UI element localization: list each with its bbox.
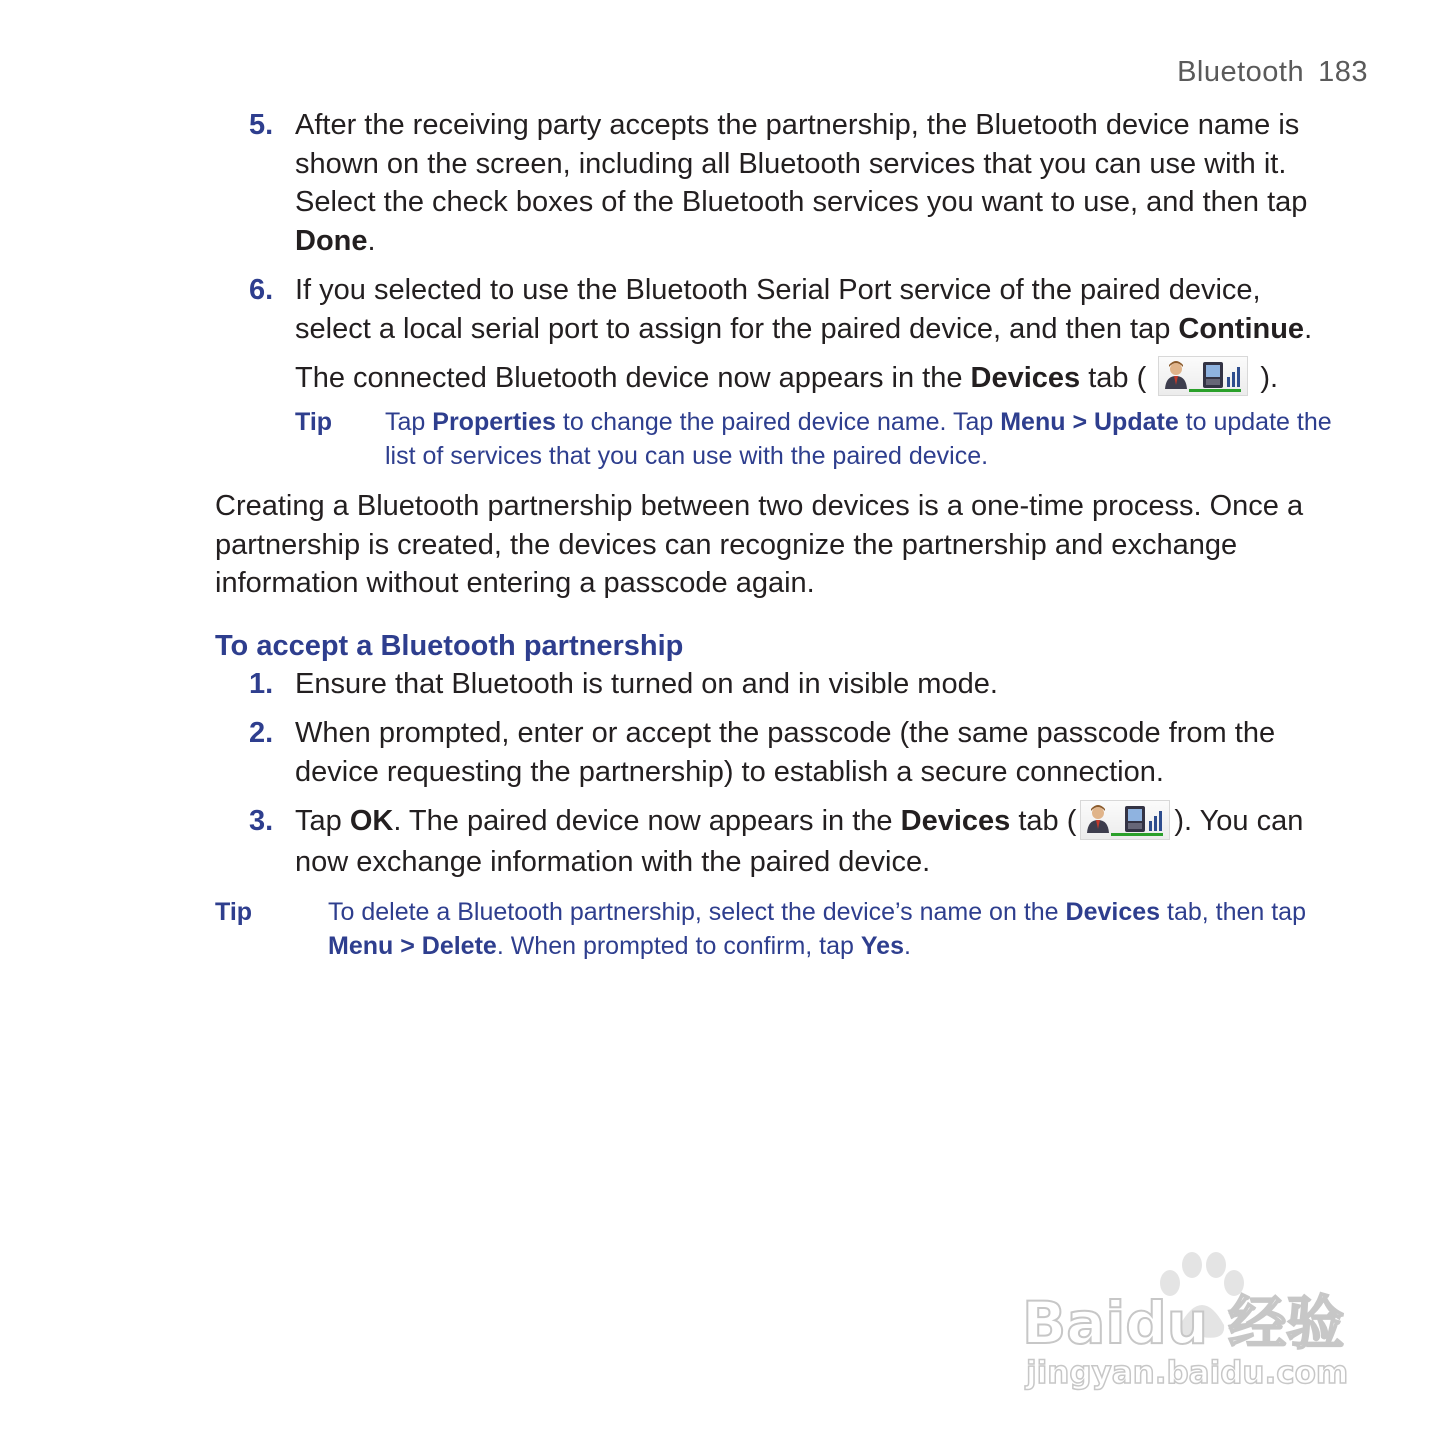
section-title: Bluetooth: [1177, 56, 1305, 88]
step-2: [215, 714, 1335, 791]
tip-label: Tip: [295, 408, 333, 437]
step-1: [215, 665, 1335, 704]
devices-tab-icon: [1080, 800, 1170, 840]
step-number: 6.: [249, 274, 274, 306]
tip-label: Tip: [215, 898, 253, 927]
page-content: [215, 106, 1335, 963]
step-text: When prompted, enter or accept the passcode (the same passcode from the device requesting the partnership) to establish a secure connection.: [295, 717, 1276, 788]
step-5: [215, 106, 1335, 260]
step-6: [215, 271, 1335, 348]
step-number: 3.: [249, 805, 274, 838]
connected-note: The connected Bluetooth device now appears in the Devices tab ( ).: [295, 359, 1335, 399]
tip-text: Tap Properties to change the paired device name. Tap Menu > Update to update the list of services that you can use with the paired device.: [385, 408, 1332, 471]
tip-properties: [295, 405, 1335, 473]
body-paragraph: Creating a Bluetooth partnership between two devices is a one-time process. Once a partnership is created, the devices can recognize the partnership and exchange information without entering a passcode again.: [215, 490, 1304, 600]
tip-delete: [215, 895, 1335, 963]
step-text: Tap OK. The paired device now appears in the Devices tab ( ). You can now exchange information with the paired device.: [295, 802, 1335, 881]
step-number: 2.: [249, 717, 274, 750]
step-3: [215, 802, 1335, 881]
step-number: 5.: [249, 109, 274, 141]
step-number: 1.: [249, 667, 274, 700]
watermark-brand: Baidu 经验: [1022, 1289, 1345, 1357]
watermark-url: jingyan.baidu.com: [1026, 1355, 1349, 1391]
step-text: Ensure that Bluetooth is turned on and in visible mode.: [295, 667, 998, 700]
devices-tab-icon: [1158, 356, 1248, 396]
tip-text: To delete a Bluetooth partnership, select the device’s name on the Devices tab, then tap Menu > Delete. When prompted to confirm, tap Yes.: [328, 898, 1306, 961]
step-text: After the receiving party accepts the partnership, the Bluetooth device name is shown on the screen, including all Bluetooth services that you can use with it. Select the check boxes of the Bluetooth services you want to use, and then tap Done.: [295, 109, 1308, 257]
running-head: [1163, 56, 1368, 89]
baidu-jingyan-logo: [1020, 1225, 1360, 1395]
page-number: 183: [1318, 56, 1368, 88]
step-text: If you selected to use the Bluetooth Serial Port service of the paired device, select a local serial port to assign for the paired device, and then tap Continue.: [295, 274, 1313, 345]
section-heading: To accept a Bluetooth partnership: [215, 629, 684, 662]
